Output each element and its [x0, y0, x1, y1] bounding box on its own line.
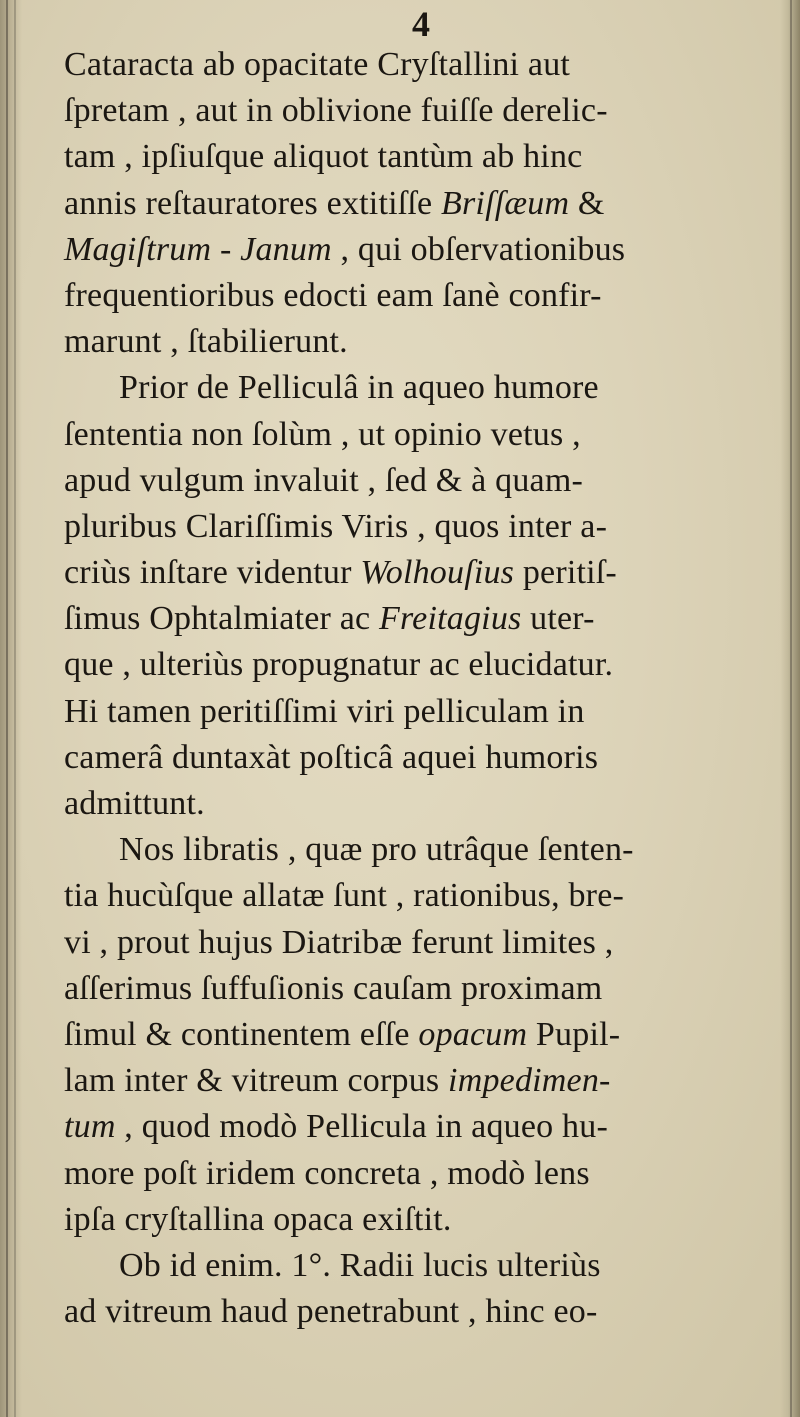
text-segment: ſententia non ſolùm , ut opinio vetus , — [64, 415, 581, 453]
text-line — [64, 596, 776, 642]
body-text — [64, 42, 776, 1335]
text-line — [64, 1104, 776, 1150]
text-line — [64, 458, 776, 504]
text-line — [64, 88, 776, 134]
right-page-edge-line — [790, 0, 792, 1417]
text-line — [64, 504, 776, 550]
text-line — [64, 319, 776, 365]
text-line — [64, 412, 776, 458]
italic-text-segment: opacum — [418, 1015, 528, 1053]
text-line — [64, 1012, 776, 1058]
text-line — [64, 920, 776, 966]
text-segment: Pupil- — [527, 1015, 621, 1053]
text-segment: uter- — [521, 600, 595, 638]
italic-text-segment: tum — [64, 1108, 116, 1146]
text-segment: Ob id enim. 1°. Radii lucis ulteriùs — [119, 1246, 601, 1284]
text-line — [64, 273, 776, 319]
text-segment: aſſerimus ſuffuſionis cauſam proximam — [64, 969, 603, 1007]
text-segment: ad vitreum haud penetrabunt , hinc eo- — [64, 1293, 598, 1331]
text-segment: more poſt iridem concreta , modò lens — [64, 1154, 590, 1192]
left-gutter-shadow — [0, 0, 22, 1417]
text-segment: Cataracta ab opacitate Cryſtallini aut — [64, 46, 571, 83]
text-segment: , qui obſervationibus — [331, 230, 626, 268]
text-line — [64, 642, 776, 688]
text-segment: lam inter & vitreum corpus — [64, 1062, 449, 1100]
text-line — [64, 550, 776, 596]
text-segment: tam , ipſiuſque aliquot tantùm ab hinc — [64, 138, 583, 176]
page-number: 4 — [412, 4, 430, 44]
italic-text-segment: Magiſtrum - Janum — [64, 230, 332, 268]
text-line — [64, 966, 776, 1012]
text-segment: camerâ duntaxàt poſticâ aquei humoris — [64, 738, 599, 776]
text-segment: ſimus Ophtalmiater ac — [64, 600, 380, 638]
text-segment: pluribus Clariſſimis Viris , quos inter a- — [64, 507, 608, 545]
text-segment: criùs inſtare videntur — [64, 554, 361, 592]
italic-text-segment: Briſſæum — [441, 184, 570, 222]
text-line — [64, 1289, 776, 1335]
text-line — [64, 181, 776, 227]
text-segment: Hi tamen peritiſſimi viri pelliculam in — [64, 692, 585, 730]
left-page-edge-line-inner — [14, 0, 16, 1417]
text-line — [64, 689, 776, 735]
text-segment: , quod modò Pellicula in aqueo hu- — [115, 1108, 608, 1146]
text-line — [64, 1151, 776, 1197]
text-line — [64, 1243, 776, 1289]
text-segment: tia hucùſque allatæ ſunt , rationibus, bre- — [64, 877, 625, 915]
text-segment: peritiſ- — [514, 554, 617, 592]
text-line — [64, 781, 776, 827]
italic-text-segment: impedimen- — [448, 1062, 611, 1100]
text-line — [64, 134, 776, 180]
text-segment: frequentioribus edocti eam ſanè confir- — [64, 276, 602, 314]
text-line — [64, 365, 776, 411]
text-segment: vi , prout hujus Diatribæ ferunt limites , — [64, 923, 614, 961]
text-segment: ſpretam , aut in oblivione fuiſſe derelic- — [64, 92, 608, 130]
text-segment: & — [569, 184, 605, 222]
text-line — [64, 735, 776, 781]
text-segment: Prior de Pelliculâ in aqueo humore — [119, 369, 599, 407]
text-line — [64, 827, 776, 873]
italic-text-segment: Wolhouſius — [360, 554, 515, 592]
italic-text-segment: Freitagius — [379, 600, 522, 638]
text-segment: ſimul & continentem eſſe — [64, 1015, 419, 1053]
text-segment: marunt , ſtabilierunt. — [64, 323, 348, 361]
text-line — [64, 1197, 776, 1243]
text-segment: admittunt. — [64, 785, 205, 822]
text-line — [64, 42, 776, 88]
text-segment: que , ulteriùs propugnatur ac elucidatur. — [64, 646, 614, 684]
text-line — [64, 227, 776, 273]
text-segment: annis reſtauratores extitiſſe — [64, 184, 442, 222]
text-line — [64, 873, 776, 919]
text-segment: ipſa cryſtallina opaca exiſtit. — [64, 1200, 452, 1238]
text-segment: Nos libratis , quæ pro utrâque ſenten- — [119, 831, 634, 869]
text-segment: apud vulgum invaluit , ſed & à quam- — [64, 461, 583, 499]
left-page-edge-line — [6, 0, 8, 1417]
text-line — [64, 1058, 776, 1104]
